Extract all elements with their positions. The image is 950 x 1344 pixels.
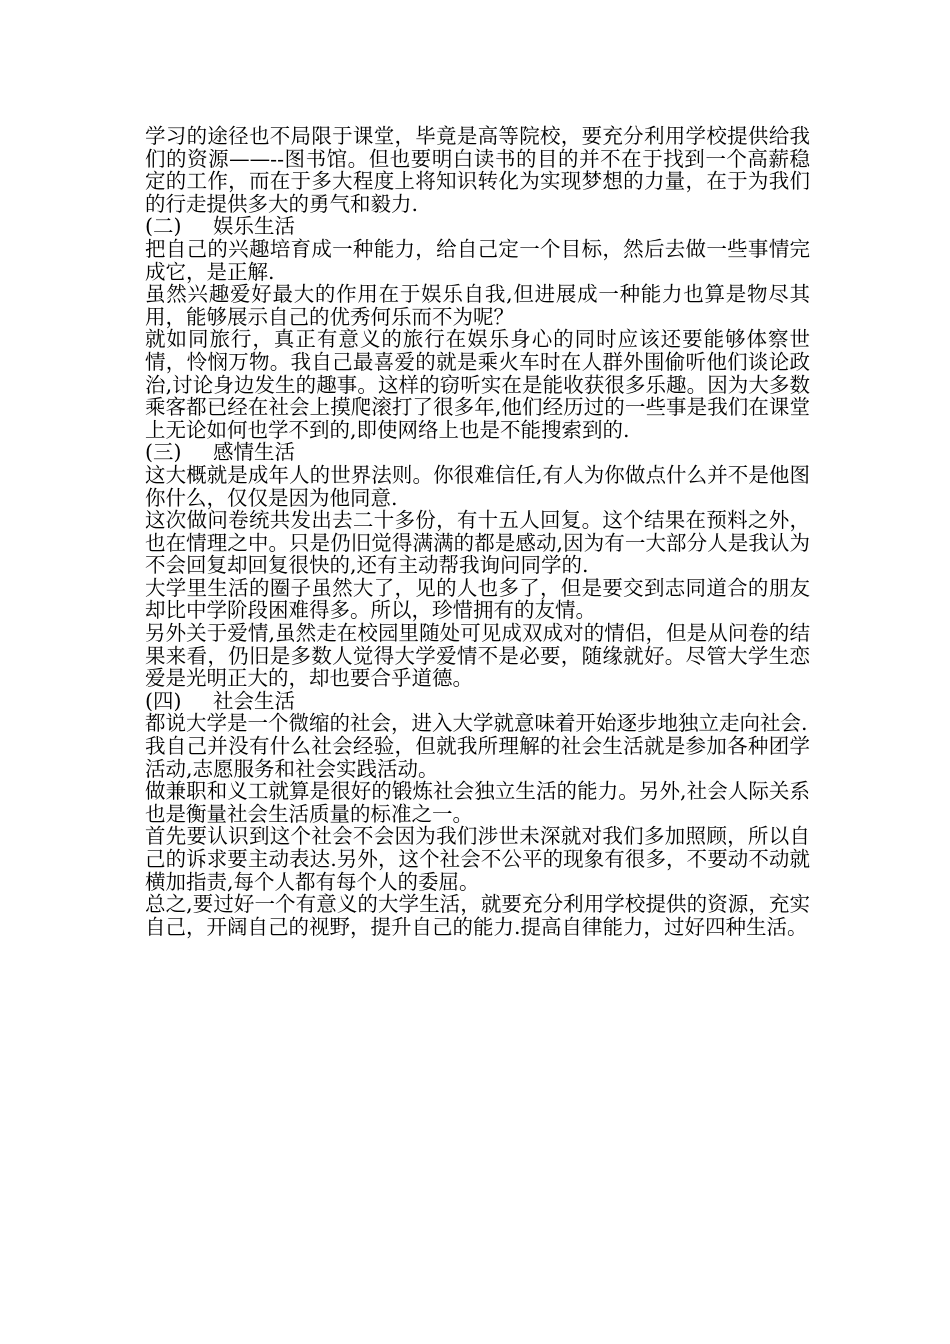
section-heading <box>145 441 810 464</box>
section-number: (三) <box>145 440 182 465</box>
paragraph: 大学里生活的圈子虽然大了，见的人也多了，但是要交到志同道合的朋友却比中学阶段困难得多。所以，珍惜拥有的友情。 <box>145 575 810 623</box>
paragraph: 总之,要过好一个有意义的大学生活，就要充分利用学校提供的资源，充实自己，开阔自己的视野，提升自己的能力.提高自律能力，过好四种生活。 <box>145 892 810 939</box>
paragraph: 这次做问卷统共发出去二十多份，有十五人回复。这个结果在预料之外，也在情理之中。只是仍旧觉得满满的都是感动,因为有一大部分人是我认为不会回复却回复很快的,还有主动帮我询问同学的. <box>145 508 810 578</box>
paragraph: 做兼职和义工就算是很好的锻炼社会独立生活的能力。另外,社会人际关系也是衡量社会生活质量的标准之一。 <box>145 779 810 826</box>
paragraph: 把自己的兴趣培育成一种能力，给自己定一个目标，然后去做一些事情完成它，是正解. <box>145 236 810 284</box>
document-body <box>145 125 810 938</box>
paragraph: 学习的途径也不局限于课堂，毕竟是高等院校，要充分利用学校提供给我们的资源——--图书馆。但也要明白读书的目的并不在于找到一个高薪稳定的工作，而在于多大程度上将知识转化为实现梦想的力量，在于为我们的行走提供多大的勇气和毅力. <box>145 124 810 216</box>
section-heading <box>145 215 810 238</box>
paragraph: 首先要认识到这个社会不会因为我们涉世未深就对我们多加照顾，所以自己的诉求要主动表达.另外，这个社会不公平的现象有很多，不要动不动就横加指责,每个人都有每个人的委屈。 <box>145 824 810 894</box>
section-number: (二) <box>145 214 182 239</box>
paragraph: 都说大学是一个微缩的社会，进入大学就意味着开始逐步地独立走向社会. <box>145 711 808 736</box>
paragraph: 虽然兴趣爱好最大的作用在于娱乐自我,但进展成一种能力也算是物尽其用，能够展示自己的优秀何乐而不为呢？ <box>145 282 810 329</box>
section-heading <box>145 690 810 713</box>
paragraph: 另外关于爱情,虽然走在校园里随处可见成双成对的情侣，但是从问卷的结果来看，仍旧是多数人觉得大学爱情不是必要，随缘就好。尽管大学生恋爱是光明正大的，却也要合乎道德。 <box>145 621 810 691</box>
section-title: 社会生活 <box>213 688 295 713</box>
section-title: 娱乐生活 <box>213 214 295 239</box>
paragraph: 这大概就是成年人的世界法则。你很难信任,有人为你做点什么并不是他图你什么，仅仅是因为他同意. <box>145 462 810 510</box>
section-number: (四) <box>145 688 182 713</box>
paragraph: 就如同旅行，真正有意义的旅行在娱乐身心的同时应该还要能够体察世情，怜悯万物。我自己最喜爱的就是乘火车时在人群外围偷听他们谈论政治,讨论身边发生的趣事。这样的窃听实在是能收获很多乐趣。因为大多数乘客都已经在社会上摸爬滚打了很多年,他们经历过的一些事是我们在课堂上无论如何也学不到的,即使网络上也是不能搜索到的. <box>145 327 810 442</box>
section-title: 感情生活 <box>213 440 295 465</box>
paragraph: 我自己并没有什么社会经验，但就我所理解的社会生活就是参加各种团学活动,志愿服务和社会实践活动。 <box>145 734 810 781</box>
